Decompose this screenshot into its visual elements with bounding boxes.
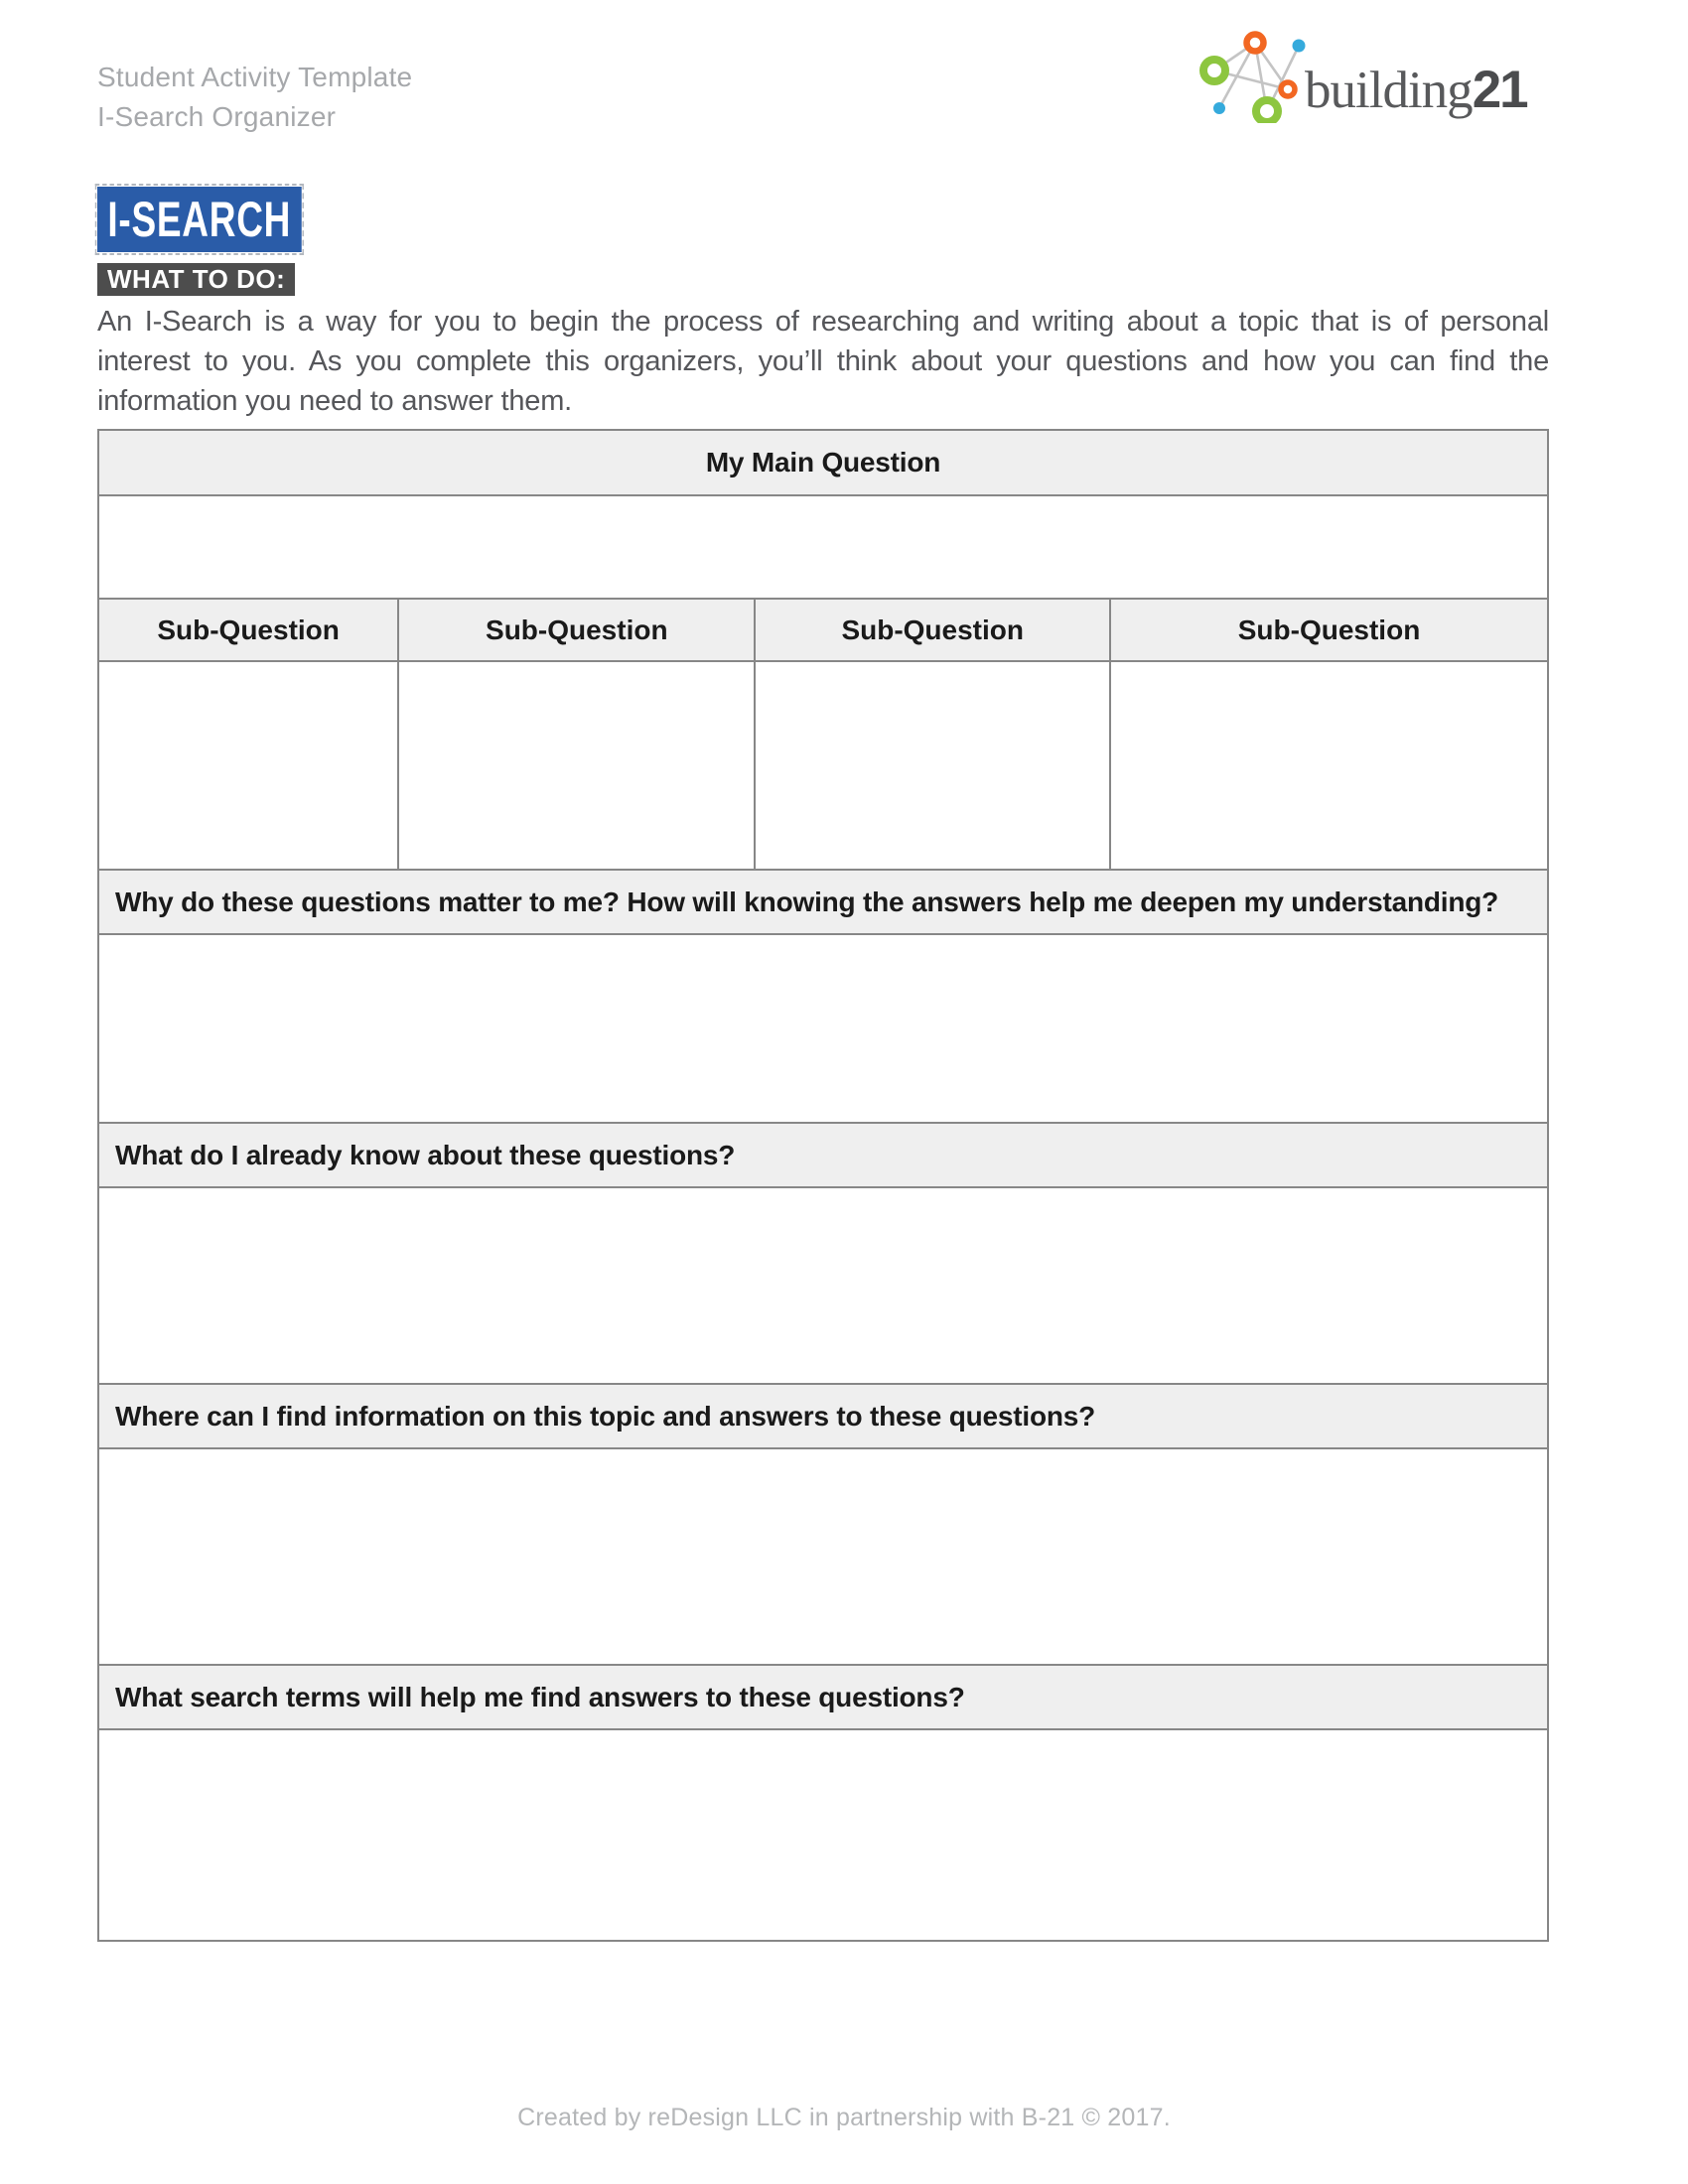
sub-question-header-2: Sub-Question <box>398 599 755 661</box>
where-find-answer-cell[interactable] <box>98 1448 1548 1665</box>
logo-node-orange-mid <box>1281 82 1295 96</box>
building21-logo <box>1184 16 1527 123</box>
logo-node-blue-bottomleft <box>1213 102 1225 114</box>
logo-word: building <box>1305 62 1473 119</box>
search-terms-answer-cell[interactable] <box>98 1729 1548 1941</box>
sub-question-header-1: Sub-Question <box>98 599 398 661</box>
logo-word-bold: 21 <box>1472 61 1527 119</box>
why-matter-answer-cell[interactable] <box>98 934 1548 1123</box>
isearch-title-badge: I-SEARCH <box>97 187 301 252</box>
sub-question-answer-cell-3[interactable] <box>755 661 1110 870</box>
sub-question-answer-cell-2[interactable] <box>398 661 755 870</box>
template-type-label: Student Activity Template <box>97 62 413 92</box>
organizer-table <box>97 429 1549 1942</box>
sub-question-header-3: Sub-Question <box>755 599 1110 661</box>
main-question-header: My Main Question <box>98 430 1548 495</box>
instructions-paragraph: An I-Search is a way for you to begin the process of researching and writing about a topic that is of personal interest to you. As you complete this organizers, you’ll think about your questions and how you can find the information you need to answer them. <box>97 306 1549 417</box>
sub-question-answer-cell-4[interactable] <box>1110 661 1548 870</box>
main-question-answer-cell[interactable] <box>98 495 1548 599</box>
sub-question-header-4: Sub-Question <box>1110 599 1548 661</box>
what-to-do-label: WHAT TO DO: <box>97 263 295 296</box>
organizer-name-label: I-Search Organizer <box>97 101 337 132</box>
network-graph-icon <box>1184 16 1313 123</box>
already-know-answer-cell[interactable] <box>98 1187 1548 1384</box>
logo-node-blue-topright <box>1293 40 1306 53</box>
search-terms-question-header: What search terms will help me find answers to these questions? <box>98 1665 1548 1729</box>
where-find-question-header: Where can I find information on this topic and answers to these questions? <box>98 1384 1548 1448</box>
logo-node-orange-top <box>1247 35 1264 52</box>
logo-wordmark <box>1305 61 1527 119</box>
already-know-question-header: What do I already know about these questions? <box>98 1123 1548 1187</box>
why-matter-question-header: Why do these questions matter to me? How will knowing the answers help me deepen my understanding? <box>98 870 1548 934</box>
attribution-footer: Created by reDesign LLC in partnership with B-21 © 2017. <box>517 2104 1171 2131</box>
logo-node-green-left <box>1203 60 1225 81</box>
sub-question-answer-cell-1[interactable] <box>98 661 398 870</box>
logo-node-green-bottom <box>1256 100 1278 122</box>
